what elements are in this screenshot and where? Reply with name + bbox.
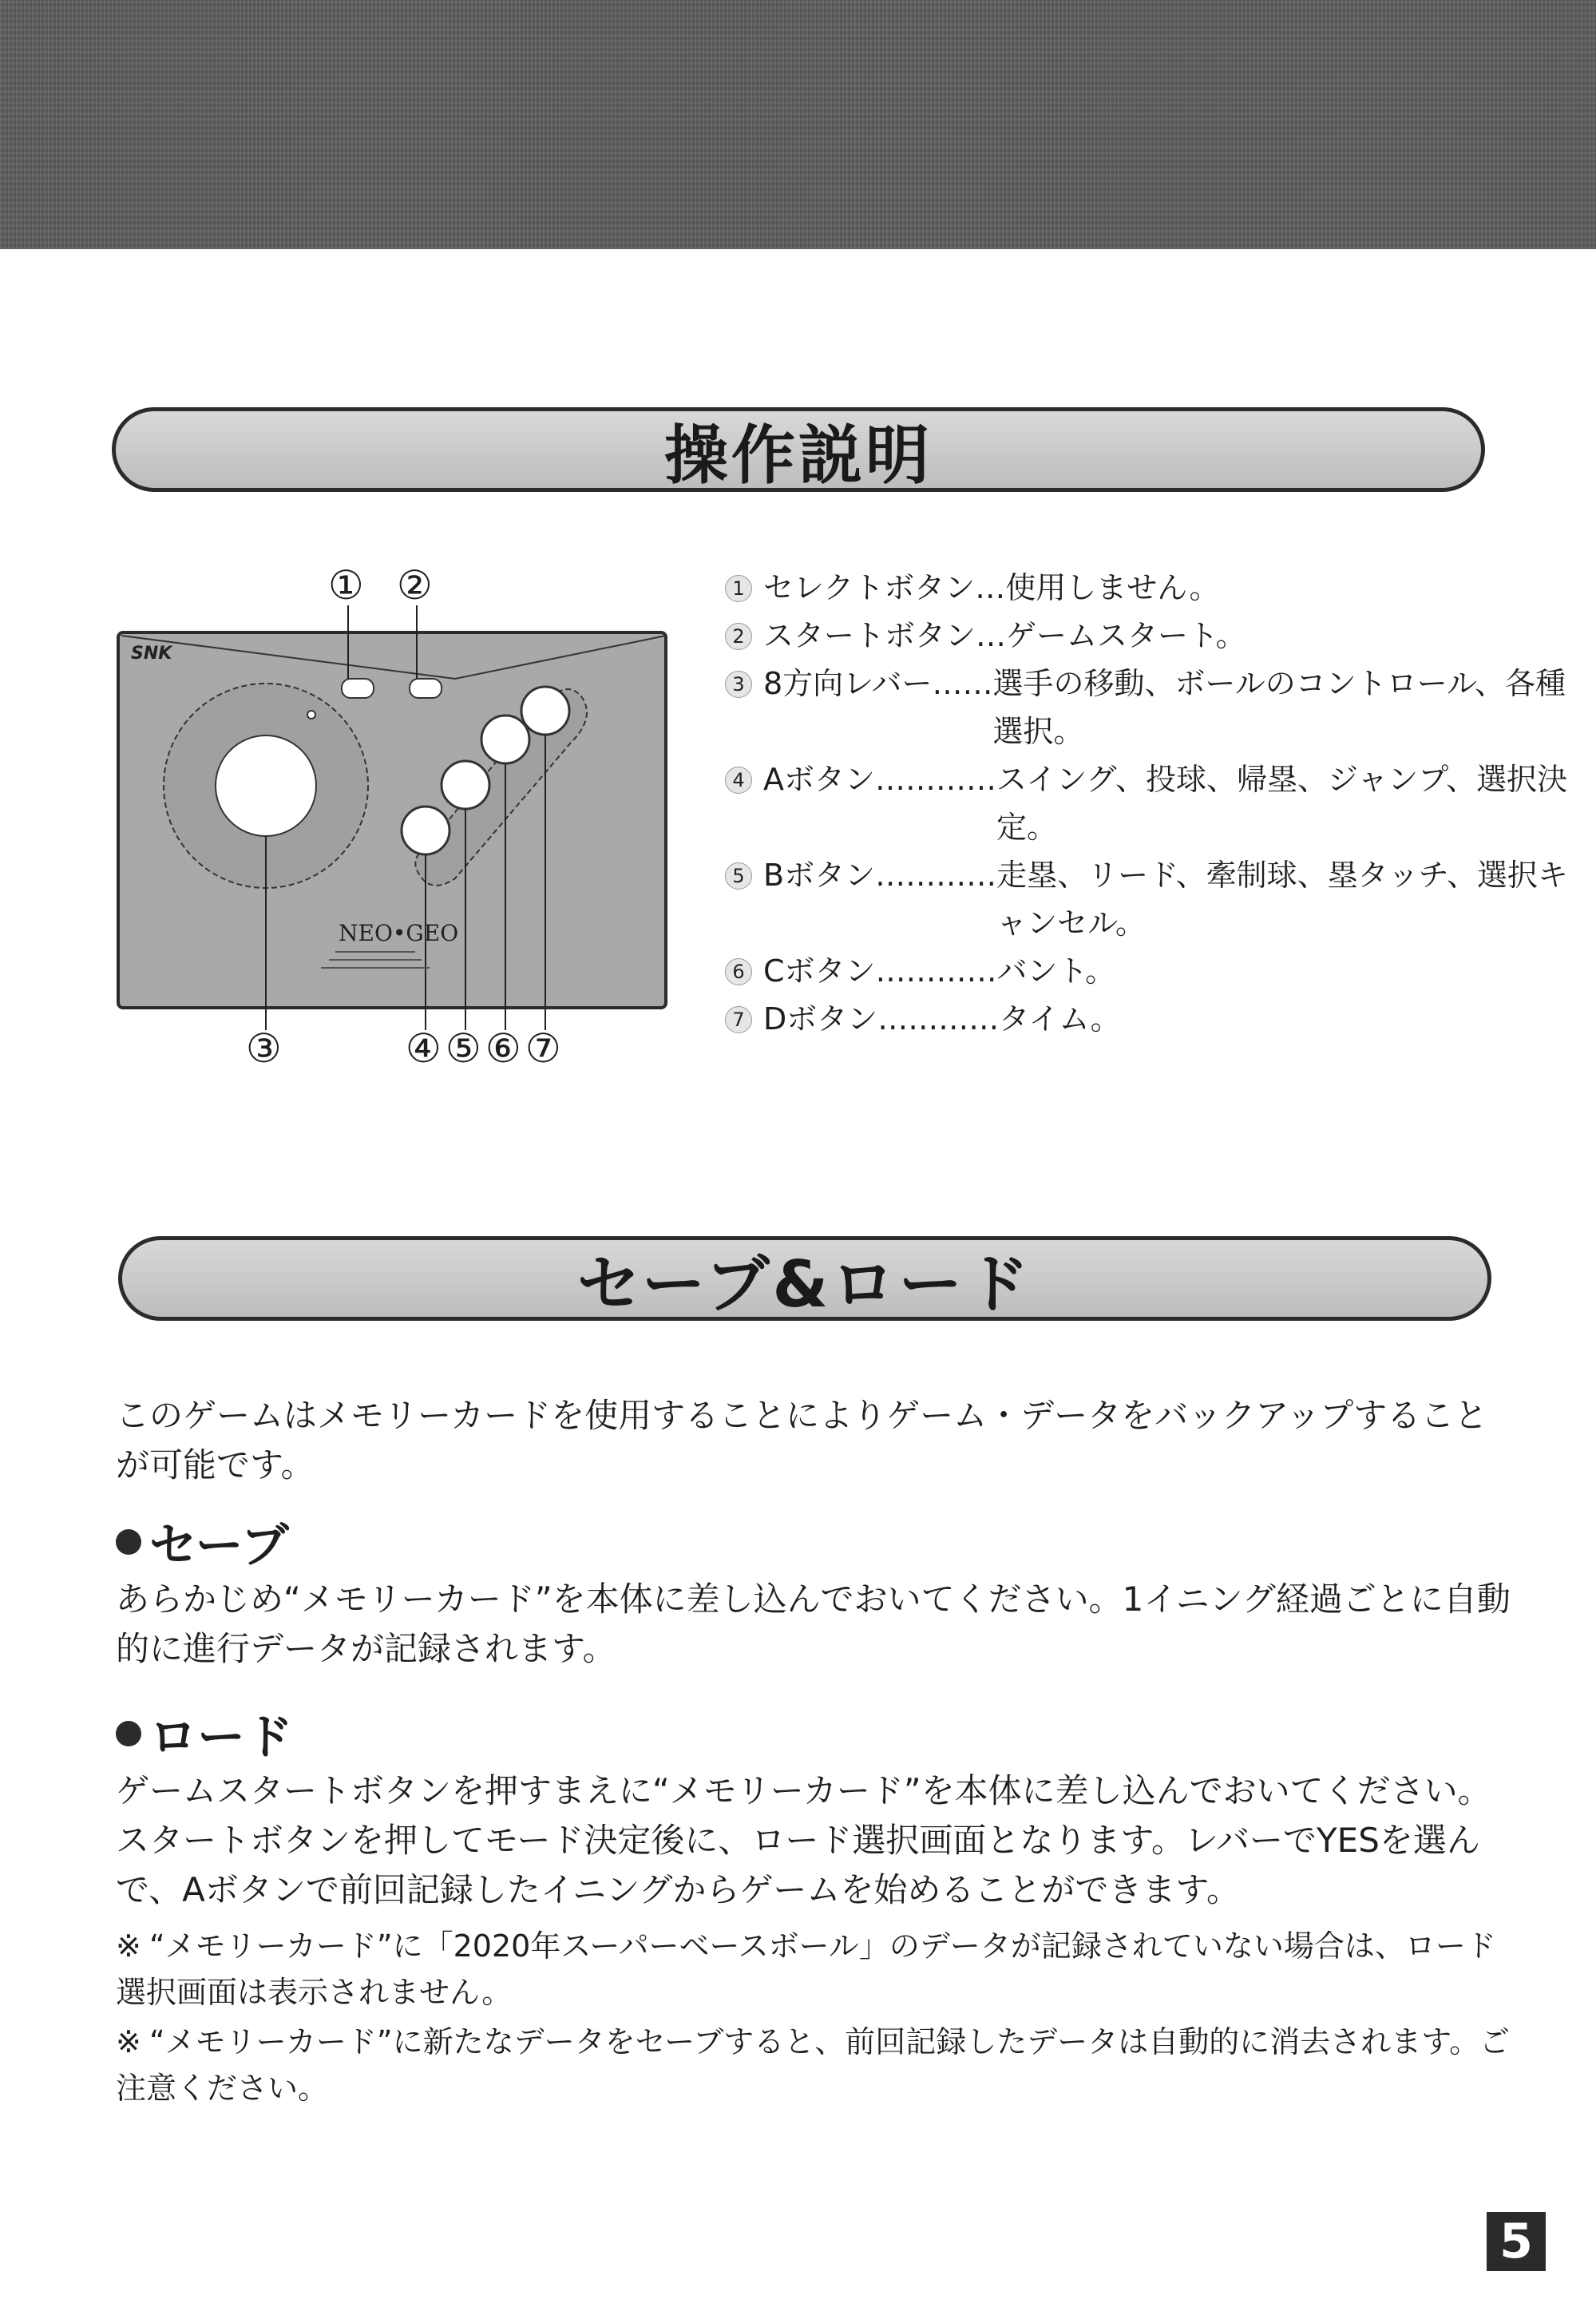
legend-number: 5 [725, 862, 752, 890]
legend-description: ゲームスタート。 [1006, 618, 1246, 653]
legend-label: Cボタン………… [763, 953, 997, 989]
callout-5: ⑤ [446, 1025, 481, 1072]
legend-item-d-button [725, 995, 1571, 1043]
save-heading-text: セーブ [149, 1518, 289, 1574]
legend-item-select [725, 564, 1571, 612]
legend-label: 8方向レバー…… [763, 666, 993, 701]
note-item [116, 1923, 1521, 2016]
legend-description: 選手の移動、ボールのコントロール、各種選択。 [992, 666, 1566, 749]
bullet-icon [116, 1721, 141, 1746]
neogeo-logo: NEO•GEO [339, 920, 459, 946]
note-text: “メモリーカード”に「2020年スーパーベースボール」のデータが記録されていない場合は、ロード選択画面は表示されません。 [116, 1928, 1496, 2010]
legend-number: 7 [725, 1006, 752, 1033]
load-paragraph: ゲームスタートボタンを押すまえに“メモリーカード”を本体に差し込んでおいてください。スタートボタンを押してモード決定後に、ロード選択画面となります。レバーでYESを選んで、Aボタンで前回記録したイニングからゲームを始めることができます。 [116, 1771, 1491, 1909]
page-number: 5 [1487, 2212, 1546, 2271]
note-item [116, 2019, 1521, 2111]
legend-description: タイム。 [999, 1001, 1121, 1037]
legend-item-start [725, 612, 1571, 660]
callout-7: ⑦ [525, 1025, 561, 1072]
intro-paragraph: このゲームはメモリーカードを使用することによりゲーム・データをバックアップすることが可能です。 [116, 1396, 1488, 1484]
note-mark: ※ [116, 2024, 141, 2059]
header-band [0, 0, 1596, 249]
legend-description: バント。 [996, 953, 1116, 989]
section-title-saveload: セーブ&ロード [576, 1247, 1033, 1322]
load-heading-text: ロード [149, 1710, 293, 1766]
legend-label: Aボタン………… [763, 762, 996, 797]
legend-description: 使用しません。 [1005, 570, 1220, 605]
legend-item-lever [725, 660, 1571, 755]
legend-number: 1 [725, 575, 752, 602]
save-heading [116, 1508, 289, 1576]
legend-item-c-button [725, 947, 1571, 995]
legend-description: 走塁、リード、牽制球、塁タッチ、選択キャンセル。 [996, 858, 1569, 941]
callout-2: ② [397, 562, 433, 608]
legend-label: Bボタン………… [763, 858, 997, 893]
controller-illustration [112, 559, 703, 1070]
note-mark: ※ [116, 1928, 141, 1964]
note-text: “メモリーカード”に新たなデータをセーブすると、前回記録したデータは自動的に消去されます。ご注意ください。 [116, 2024, 1511, 2106]
legend-label: セレクトボタン… [763, 570, 1006, 605]
section-title-controls: 操作説明 [664, 418, 933, 493]
legend-description: スイング、投球、帰塁、ジャンプ、選択決定。 [996, 762, 1568, 845]
legend-number: 6 [725, 958, 752, 985]
button-legend [725, 564, 1571, 1043]
legend-label: Dボタン………… [763, 1001, 1000, 1037]
legend-item-b-button [725, 851, 1571, 947]
controller-diagram [112, 559, 703, 1070]
callout-3: ③ [246, 1025, 282, 1072]
bullet-icon [116, 1529, 141, 1555]
save-paragraph: あらかじめ“メモリーカード”を本体に差し込んでおいてください。1イニング経過ごとに自動的に進行データが記録されます。 [116, 1580, 1511, 1668]
load-heading [116, 1699, 293, 1768]
section-banner-controls [112, 407, 1485, 492]
callout-6: ⑥ [485, 1025, 521, 1072]
callout-4: ④ [406, 1025, 442, 1072]
section-banner-saveload [118, 1236, 1491, 1321]
brand-logo: SNK [131, 644, 172, 664]
legend-number: 4 [725, 767, 752, 794]
callout-1: ① [328, 562, 364, 608]
legend-label: スタートボタン… [763, 618, 1007, 653]
legend-number: 3 [725, 671, 752, 698]
legend-item-a-button [725, 755, 1571, 851]
legend-number: 2 [725, 623, 752, 650]
